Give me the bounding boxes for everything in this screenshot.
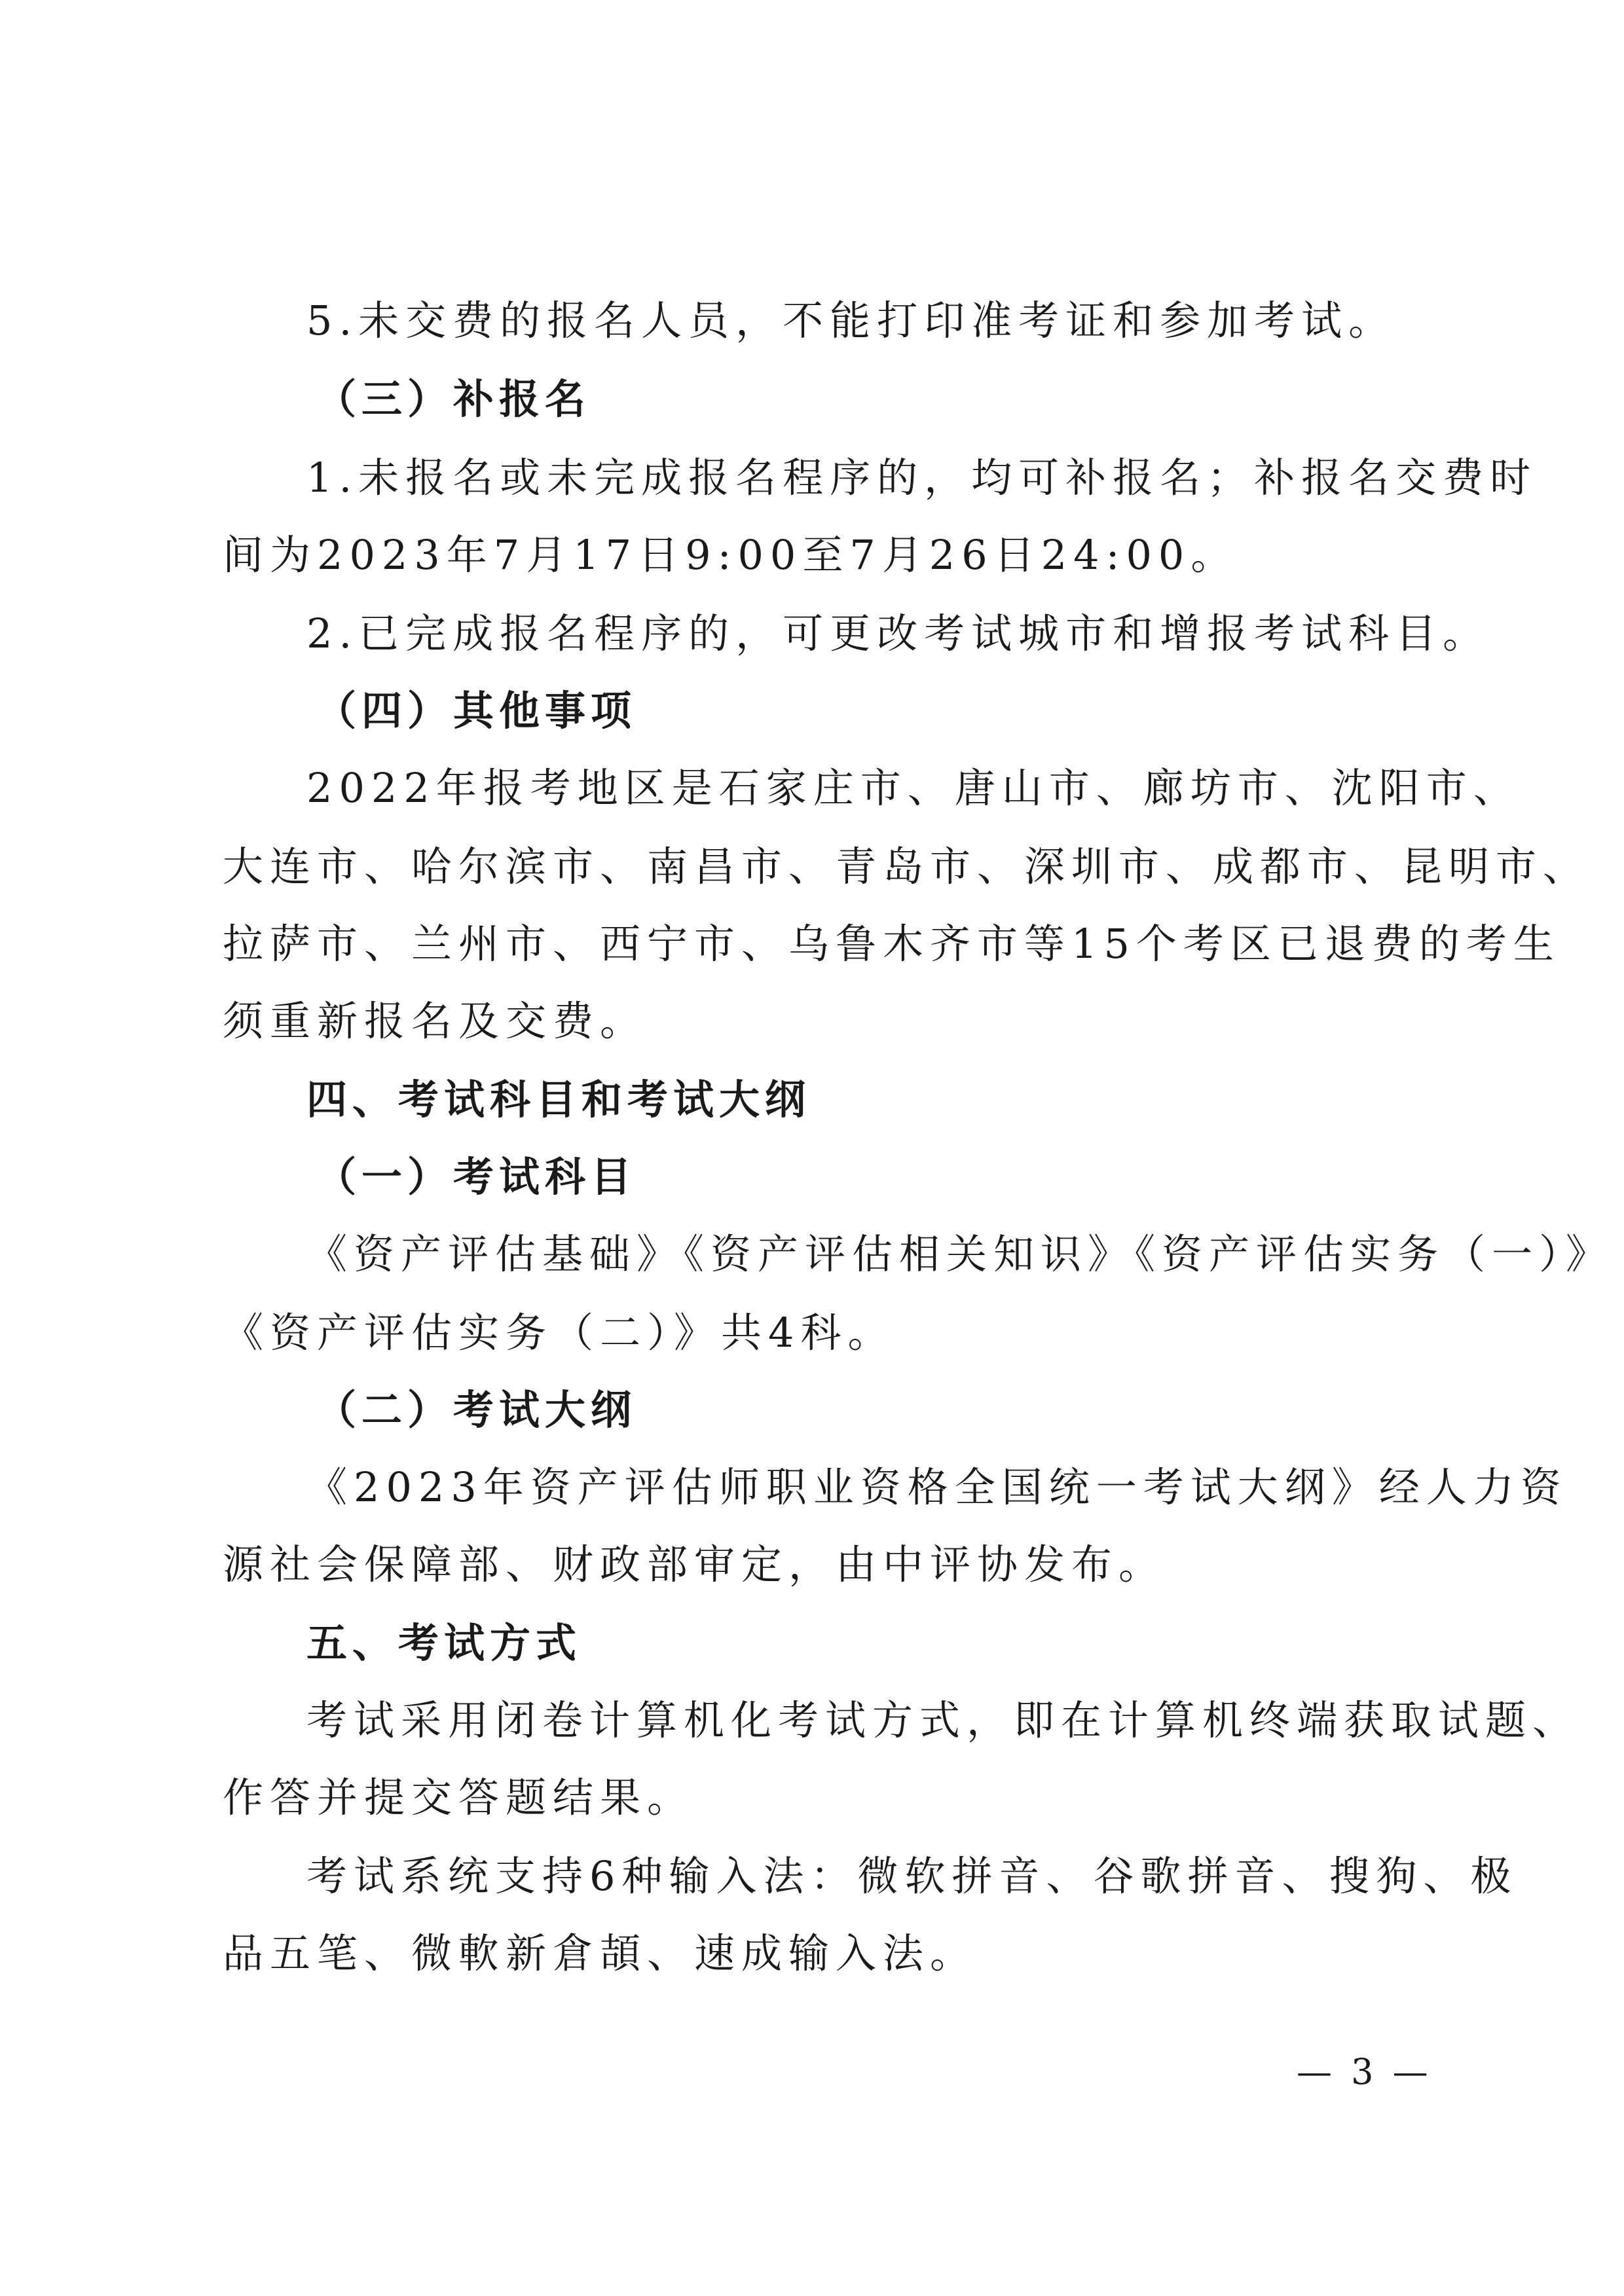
- heading-exam-subjects: （一）考试科目: [316, 1153, 637, 1201]
- paragraph-outline-line1: 《2023年资产评估师职业资格全国统一考试大纲》经人力资: [306, 1463, 1568, 1511]
- paragraph-method-line2: 作答并提交答题结果。: [223, 1774, 695, 1821]
- paragraph-subjects-line2: 《资产评估实务（二）》共4科。: [223, 1309, 895, 1357]
- paragraph-method-line1: 考试采用闭卷计算机化考试方式，即在计算机终端获取试题、: [306, 1696, 1580, 1744]
- heading-section-five: 五、考试方式: [306, 1619, 582, 1667]
- paragraph-other-line4: 须重新报名及交费。: [223, 997, 648, 1045]
- paragraph-supplement-1-line1: 1.未报名或未完成报名程序的，均可补报名；补报名交费时: [306, 454, 1538, 501]
- paragraph-supplement-2: 2.已完成报名程序的，可更改考试城市和增报考试科目。: [306, 610, 1490, 657]
- paragraph-input-methods-line2: 品五笔、微軟新倉頡、速成输入法。: [223, 1929, 978, 1977]
- paragraph-input-methods-line1: 考试系统支持6种输入法：微软拼音、谷歌拼音、搜狗、极: [306, 1852, 1518, 1900]
- heading-supplementary-registration: （三）补报名: [316, 375, 591, 423]
- heading-exam-outline: （二）考试大纲: [316, 1386, 637, 1434]
- heading-other-matters: （四）其他事项: [316, 687, 637, 735]
- heading-section-four: 四、考试科目和考试大纲: [306, 1076, 811, 1123]
- paragraph-other-line1: 2022年报考地区是石家庄市、唐山市、廊坊市、沈阳市、: [306, 764, 1521, 812]
- paragraph-outline-line2: 源社会保障部、财政部审定，由中评协发布。: [223, 1540, 1166, 1588]
- page-number: — 3 —: [1297, 2051, 1432, 2092]
- paragraph-unpaid-notice: 5.未交费的报名人员，不能打印准考证和参加考试。: [306, 297, 1396, 344]
- paragraph-other-line3: 拉萨市、兰州市、西宁市、乌鲁木齐市等15个考区已退费的考生: [223, 920, 1560, 968]
- paragraph-subjects-line1: 《资产评估基础》《资产评估相关知识》《资产评估实务（一）》: [306, 1230, 1614, 1278]
- paragraph-supplement-1-line2: 间为2023年7月17日9:00至7月26日24:00。: [223, 531, 1238, 579]
- paragraph-other-line2: 大连市、哈尔滨市、南昌市、青岛市、深圳市、成都市、昆明市、: [223, 843, 1591, 890]
